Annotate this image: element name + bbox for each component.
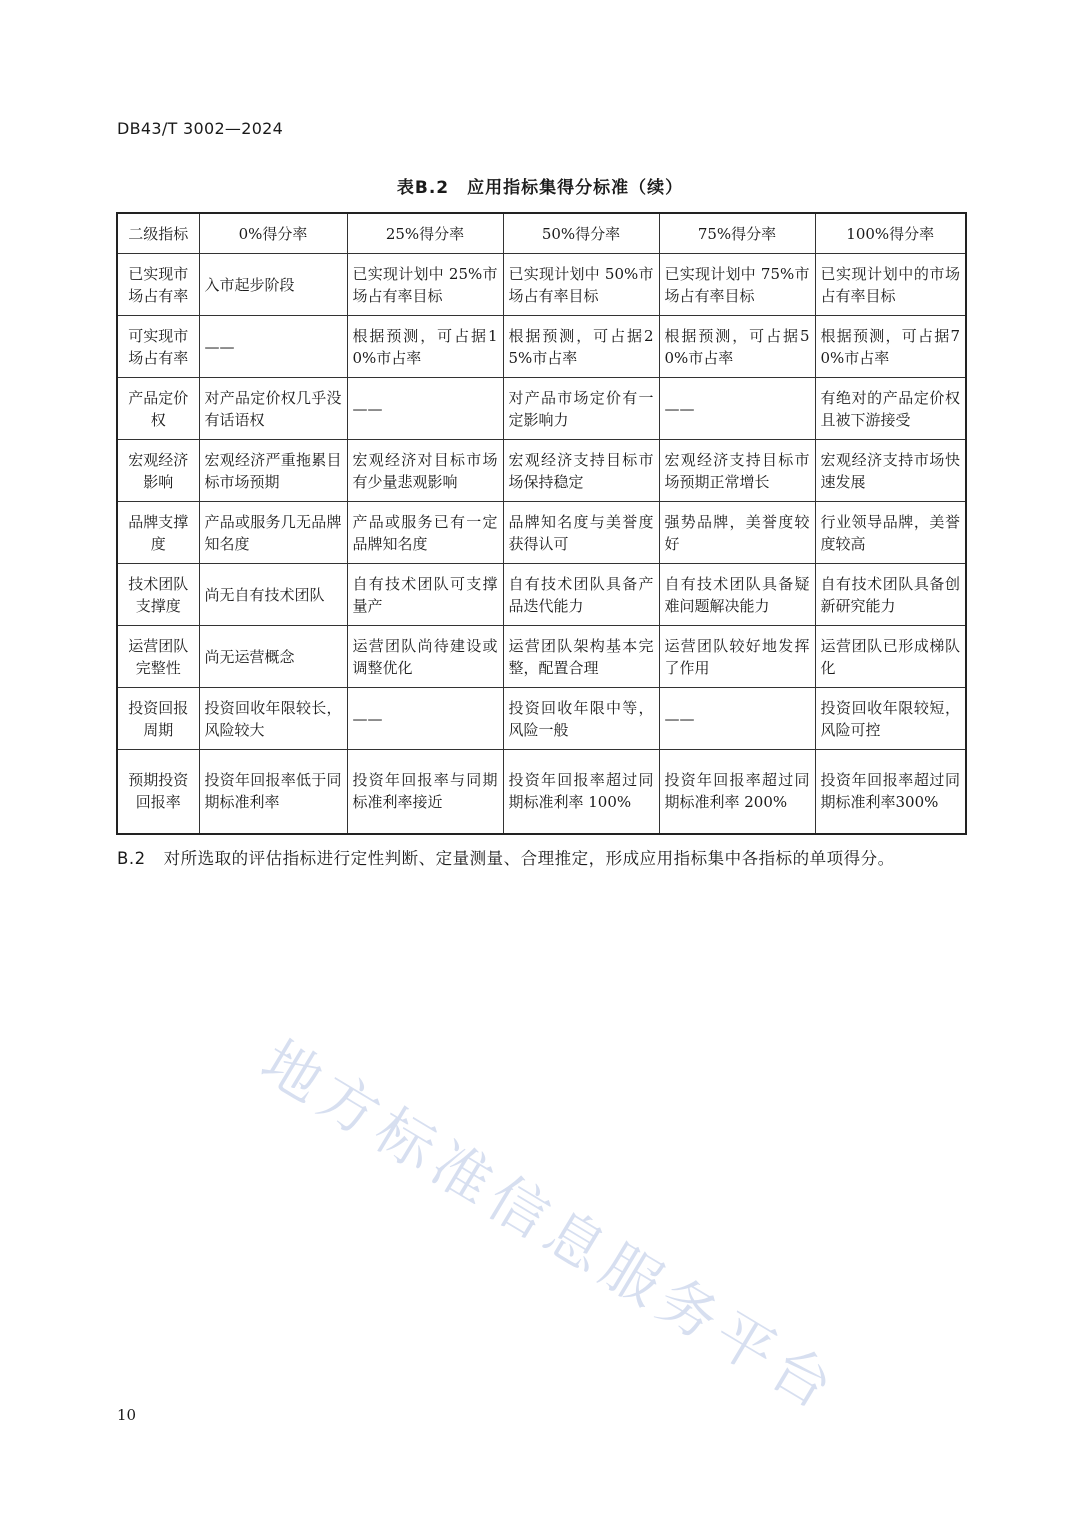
table-row [117,316,966,378]
page-number: 10 [117,1406,137,1424]
indicator-cell: 投资回报周期 [117,688,199,750]
table-cell: 尚无运营概念 [199,626,347,688]
table-cell: 品牌知名度与美誉度获得认可 [503,502,659,564]
table-cell: 尚无自有技术团队 [199,564,347,626]
table-cell: 运营团队尚待建设或调整优化 [347,626,503,688]
table-cell: 宏观经济支持市场快速发展 [815,440,966,502]
table-row [117,378,966,440]
table-header-row [117,213,966,254]
table-cell: 投资年回报率低于同期标准利率 [199,750,347,834]
indicator-cell: 技术团队支撑度 [117,564,199,626]
indicator-cell: 产品定价权 [117,378,199,440]
scoring-standard-table [116,212,967,835]
table-cell: 投资回收年限较短，风险可控 [815,688,966,750]
watermark-text: 地方标准信息服务平台 [249,1027,851,1426]
column-header: 二级指标 [117,213,199,254]
column-header: 0%得分率 [199,213,347,254]
table-cell: 已实现计划中 25%市场占有率目标 [347,254,503,316]
table-cell: 根据预测，可占据50%市占率 [659,316,815,378]
table-cell: 运营团队较好地发挥了作用 [659,626,815,688]
table-row [117,440,966,502]
table-cell: 宏观经济支持目标市场保持稳定 [503,440,659,502]
table-cell: 运营团队架构基本完整，配置合理 [503,626,659,688]
table-cell: 已实现计划中的市场占有率目标 [815,254,966,316]
clause-text: 对所选取的评估指标进行定性判断、定量测量、合理推定，形成应用指标集中各指标的单项得分。 [163,849,895,868]
table-row [117,254,966,316]
table-row [117,688,966,750]
table-cell: 已实现计划中 50%市场占有率目标 [503,254,659,316]
table-cell: 根据预测，可占据70%市占率 [815,316,966,378]
clause-note [117,845,895,869]
document-code: DB43/T 3002—2024 [117,119,284,138]
table-cell: 投资年回报率超过同期标准利率300% [815,750,966,834]
indicator-cell: 宏观经济影响 [117,440,199,502]
table-cell: 产品或服务几无品牌知名度 [199,502,347,564]
indicator-cell: 品牌支撑度 [117,502,199,564]
column-header: 75%得分率 [659,213,815,254]
table-cell: —— [659,378,815,440]
clause-number: B.2 [117,849,146,868]
table-cell: 行业领导品牌，美誉度较高 [815,502,966,564]
table-cell: 投资年回报率超过同期标准利率 200% [659,750,815,834]
table-cell: —— [347,688,503,750]
indicator-cell: 预期投资回报率 [117,750,199,834]
table-cell: 投资年回报率与同期标准利率接近 [347,750,503,834]
table-cell: 宏观经济严重拖累目标市场预期 [199,440,347,502]
table-cell: 投资回收年限较长，风险较大 [199,688,347,750]
column-header: 100%得分率 [815,213,966,254]
table-cell: 入市起步阶段 [199,254,347,316]
indicator-cell: 已实现市场占有率 [117,254,199,316]
table-cell: 投资年回报率超过同期标准利率 100% [503,750,659,834]
table-row [117,750,966,834]
table-cell: 投资回收年限中等，风险一般 [503,688,659,750]
column-header: 50%得分率 [503,213,659,254]
table-cell: 已实现计划中 75%市场占有率目标 [659,254,815,316]
table-title: 表B.2 应用指标集得分标准（续） [396,178,684,198]
table-cell: 宏观经济支持目标市场预期正常增长 [659,440,815,502]
table-cell: 对产品市场定价有一定影响力 [503,378,659,440]
indicator-cell: 可实现市场占有率 [117,316,199,378]
table-cell: 自有技术团队具备产品迭代能力 [503,564,659,626]
table-cell: 产品或服务已有一定品牌知名度 [347,502,503,564]
table-cell: 强势品牌，美誉度较好 [659,502,815,564]
table-cell: 自有技术团队可支撑量产 [347,564,503,626]
table-cell: 自有技术团队具备疑难问题解决能力 [659,564,815,626]
table-cell: 运营团队已形成梯队化 [815,626,966,688]
table-cell: 对产品定价权几乎没有话语权 [199,378,347,440]
indicator-cell: 运营团队完整性 [117,626,199,688]
column-header: 25%得分率 [347,213,503,254]
table-row [117,564,966,626]
table-row [117,626,966,688]
table-row [117,502,966,564]
table-cell: 根据预测，可占据10%市占率 [347,316,503,378]
table-cell: —— [347,378,503,440]
table-cell: 自有技术团队具备创新研究能力 [815,564,966,626]
table-cell: 有绝对的产品定价权且被下游接受 [815,378,966,440]
table-cell: 根据预测，可占据25%市占率 [503,316,659,378]
table-cell: —— [659,688,815,750]
table-cell: 宏观经济对目标市场有少量悲观影响 [347,440,503,502]
table-cell: —— [199,316,347,378]
